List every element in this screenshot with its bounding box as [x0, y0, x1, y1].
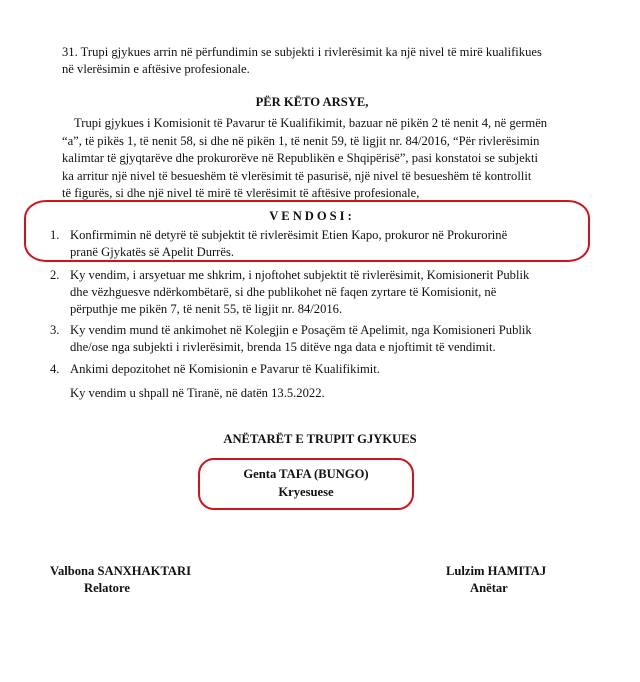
decision-item-3-text	[70, 322, 580, 356]
decision-item-2-line-1: Ky vendim, i arsyetuar me shkrim, i njoftohet subjektit të rivlerësimit, Komisionerit Publik	[70, 268, 530, 282]
decision-item-3-line-1: Ky vendim mund të ankimohet në Kolegjin e Posaçëm të Apelimit, nga Komisioneri Publik	[70, 323, 532, 337]
reasons-line-3: kalimtar të gjyqtarëve dhe prokurorëve në Republikën e Shqipërisë”, pasi konstatoi se subjekti	[62, 151, 538, 166]
announcement-line: Ky vendim u shpall në Tiranë, në datën 13.5.2022.	[70, 386, 325, 400]
paragraph-31-line-2: në vlerësimin e aftësive profesionale.	[62, 62, 250, 76]
members-heading: ANËTARËT E TRUPIT GJYKUES	[223, 432, 417, 446]
decision-item-2-line-2: dhe vëzhguesve ndërkombëtarë, si dhe publikohet në faqen zyrtare të Komisionit, në	[70, 285, 497, 299]
decision-item-3-number: 3.	[50, 323, 60, 337]
rapporteur-name: Valbona SANXHAKTARI	[50, 564, 192, 578]
decision-heading: VENDOSI:	[269, 209, 355, 223]
decision-item-1-number: 1.	[50, 228, 60, 242]
member-name: Lulzim HAMITAJ	[446, 564, 547, 578]
reasons-paragraph	[62, 115, 582, 203]
paragraph-31	[62, 44, 562, 78]
reasons-line-4: ka arritur një nivel të besueshëm të vlerësimit të pasurisë, një nivel të besueshëm të kontrollit	[62, 168, 532, 183]
rapporteur-role: Relatore	[84, 581, 130, 595]
decision-item-2-text	[70, 267, 580, 318]
reasons-line-1: Trupi gjykues i Komisionit të Pavarur të Kualifikimit, bazuar në pikën 2 të nenit 4, në germën	[74, 116, 548, 130]
decision-item-1-line-2: pranë Gjykatës së Apelit Durrës.	[70, 245, 235, 259]
decision-item-4-text: Ankimi depozitohet në Komisionin e Pavarur të Kualifikimit.	[70, 362, 380, 376]
paragraph-31-line-1: 31. Trupi gjykues arrin në përfundimin se subjekti i rivlerësimit ka një nivel të mirë kualifikues	[62, 45, 542, 59]
member-role: Anëtar	[470, 581, 508, 595]
decision-item-2-number: 2.	[50, 268, 60, 282]
decision-item-2-line-3: përputhje me pikën 7, të nenit 55, të ligjit nr. 84/2016.	[70, 302, 343, 316]
chair-name: Genta TAFA (BUNGO)	[243, 467, 369, 481]
chair-role: Kryesuese	[278, 485, 334, 499]
decision-item-4-number: 4.	[50, 362, 60, 376]
reasons-line-2: “a”, të pikës 1, të nenit 58, si dhe në pikën 1, të nenit 59, të ligjit nr. 84/2016, “Për rivlerësimin	[62, 133, 540, 148]
decision-item-1-line-1: Konfirmimin në detyrë të subjektit të rivlerësimit Etien Kapo, prokuror në Prokurorinë	[70, 228, 508, 242]
reasons-heading: PËR KËTO ARSYE,	[255, 95, 369, 109]
decision-item-3-line-2: dhe/ose nga subjekti i rivlerësimit, brenda 15 ditëve nga data e njoftimit të vendimit.	[70, 340, 496, 354]
decision-item-1-text	[70, 227, 570, 261]
reasons-line-5: të figurës, si dhe një nivel të mirë të vlerësimit të aftësive profesionale,	[62, 186, 420, 201]
